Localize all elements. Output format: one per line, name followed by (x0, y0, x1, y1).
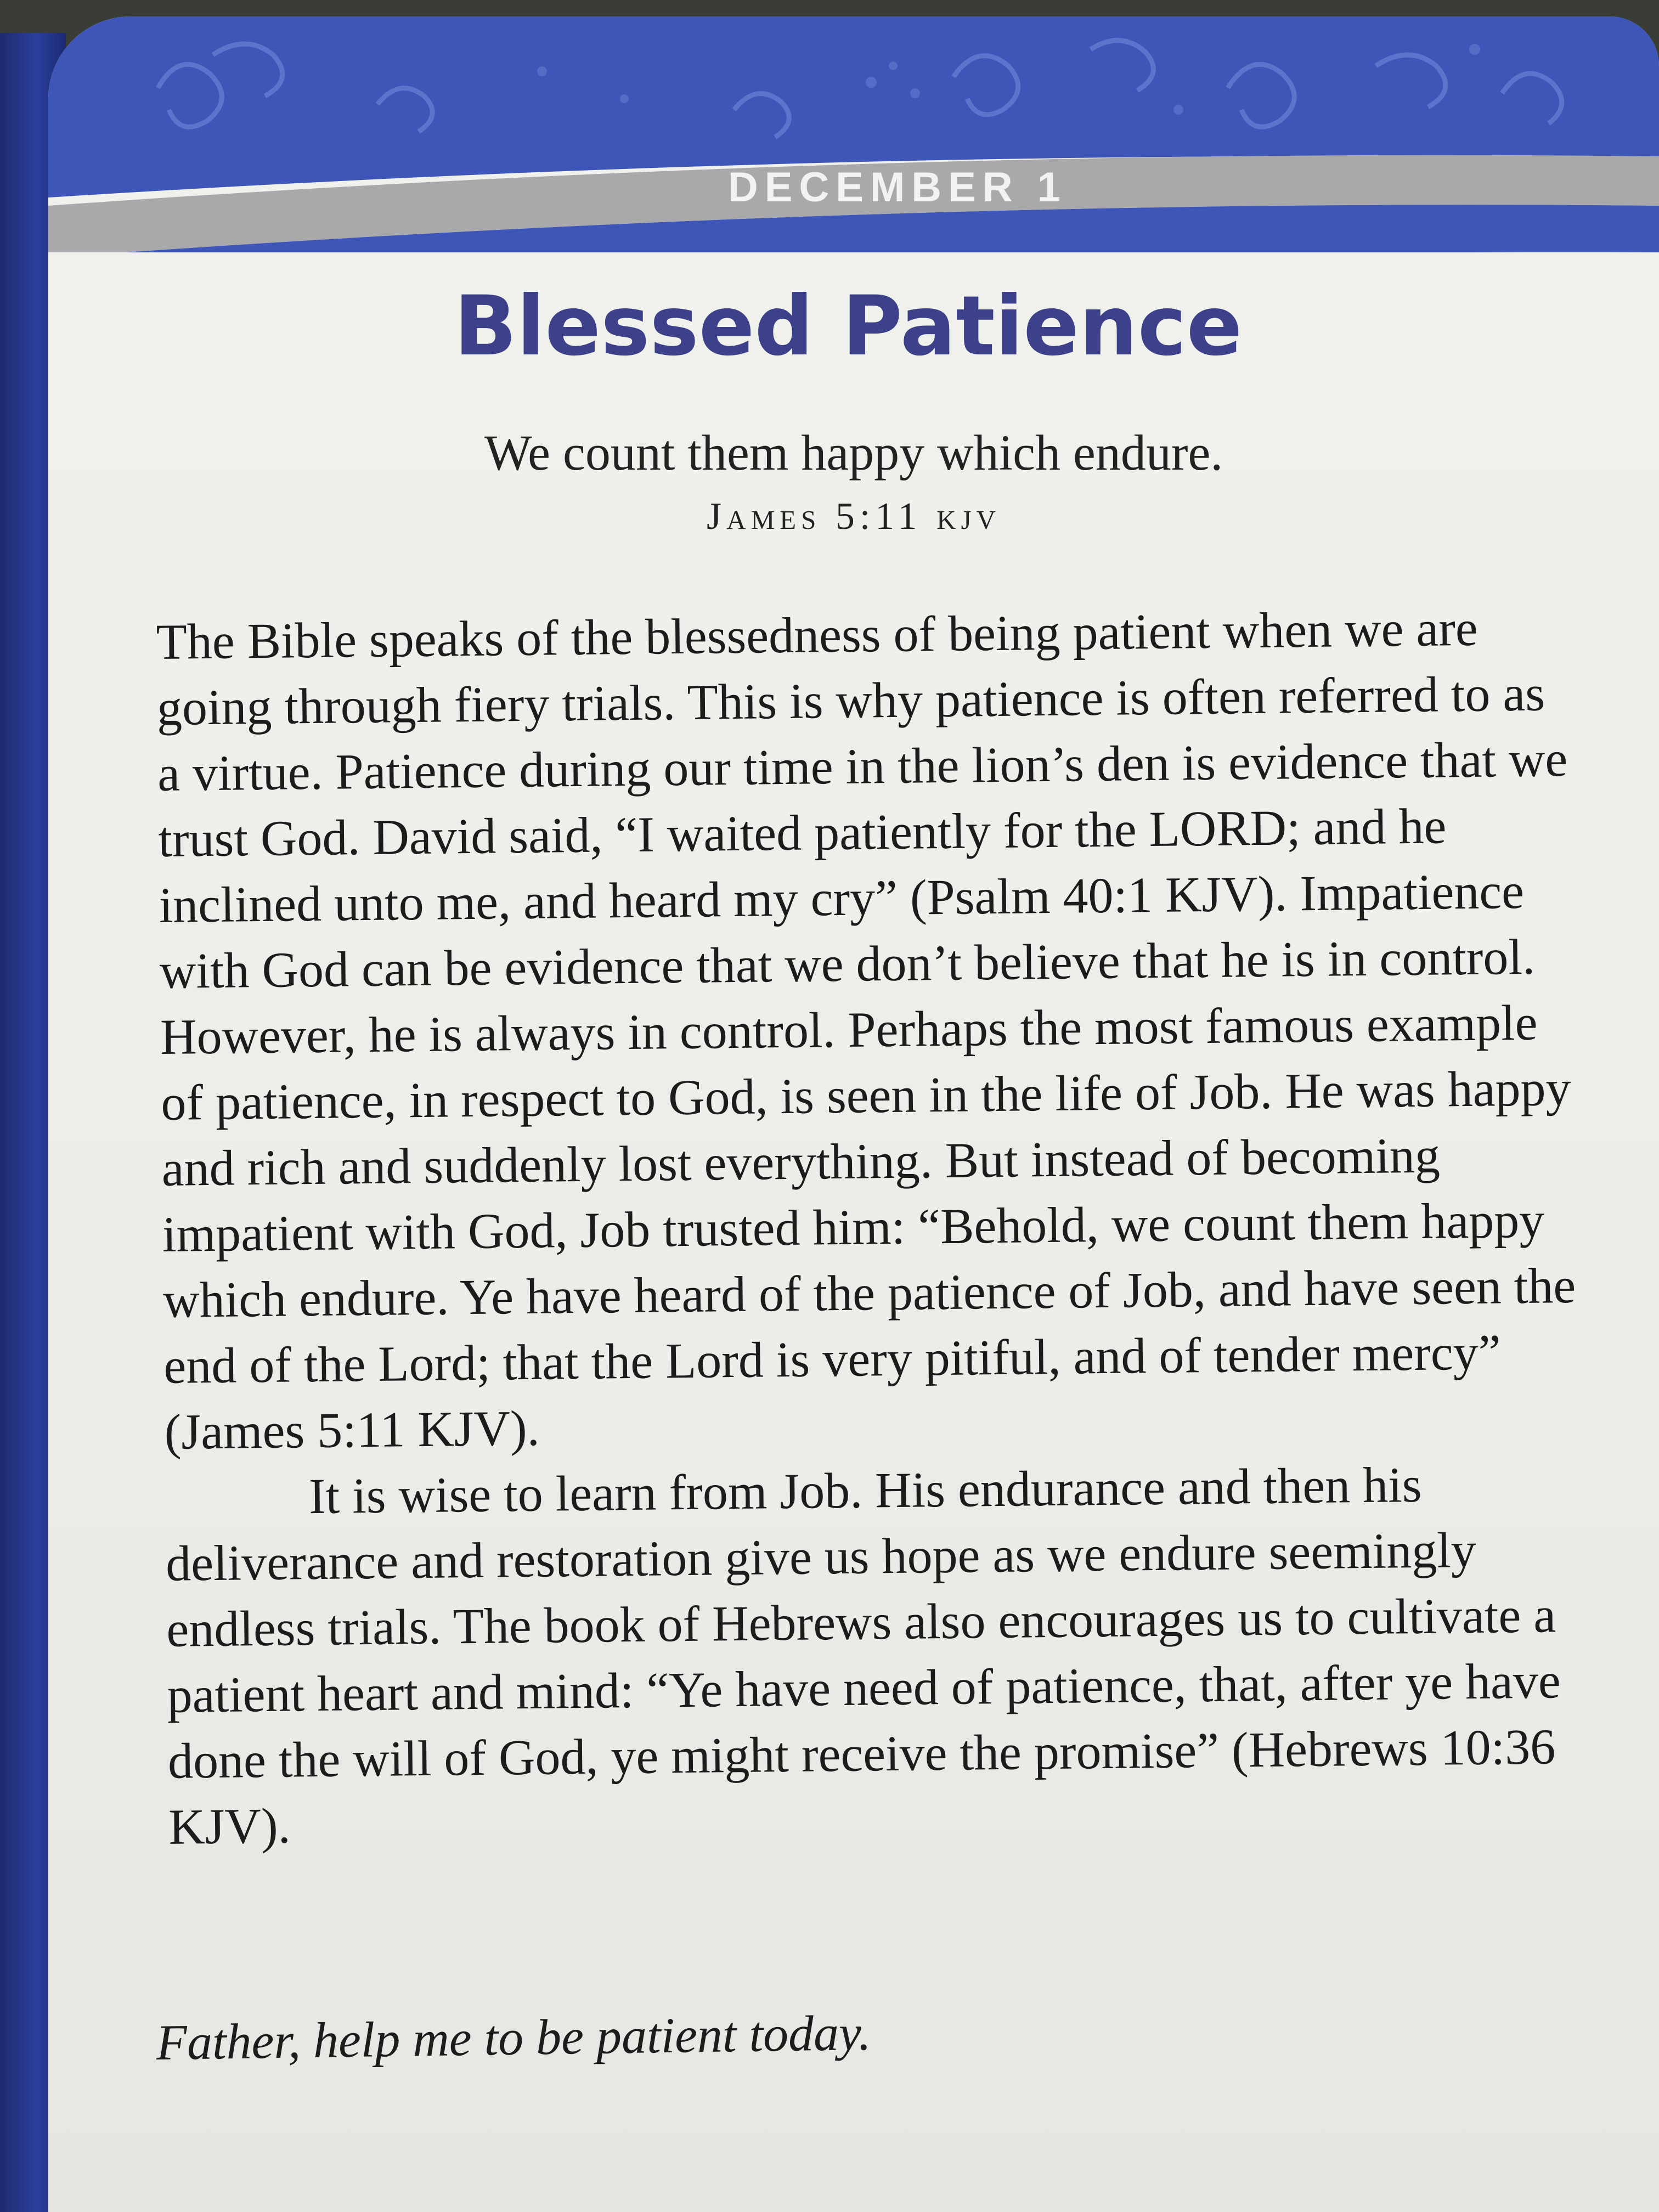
closing-prayer: Father, help me to be patient today. (156, 2004, 872, 2070)
devotion-body (156, 594, 1590, 1860)
verse-reference: James 5:11 kjv (706, 495, 1001, 538)
header-banner (48, 16, 1659, 252)
book-page (48, 16, 1659, 2212)
date-label: DECEMBER 1 (727, 164, 1068, 211)
key-verse: We count them happy which endure. (484, 425, 1223, 481)
banner-graphic (48, 16, 1659, 252)
body-paragraph: It is wise to learn from Job. His endurance and then his deliverance and restoration give us hope as we endure seemingly endless trials. The book of Hebrews also encourages us to cultivate a patient heart and mind: “Ye have need of patience, that, after ye have done the will of God, ye might receive the promise” (Hebrews 10:36 KJV). (165, 1456, 1561, 1855)
devotion-title: Blessed Patience (454, 279, 1243, 374)
body-paragraph: The Bible speaks of the blessedness of being patient when we are going through fiery trials. This is why patience is often referred to as a virtue. Patience during our time in the lion’s den is evidence that we trust God. David said, “I waited patiently for the LORD; and he inclined unto me, and heard my cry” (Psalm 40:1 KJV). Impatience with God can be evidence that we don’t believe that he is in control. However, he is always in control. Perhaps the most famous example of patience, in respect to God, is seen in the life of Job. He was happy and rich and suddenly lost everything. But instead of becoming impatient with God, Job trusted him: “Behold, we count them happy which endure. Ye have heard of the patience of Job, and have seen the end of the Lord; that the Lord is very pitiful, and of tender mercy” (James 5:11 KJV). (156, 600, 1576, 1460)
